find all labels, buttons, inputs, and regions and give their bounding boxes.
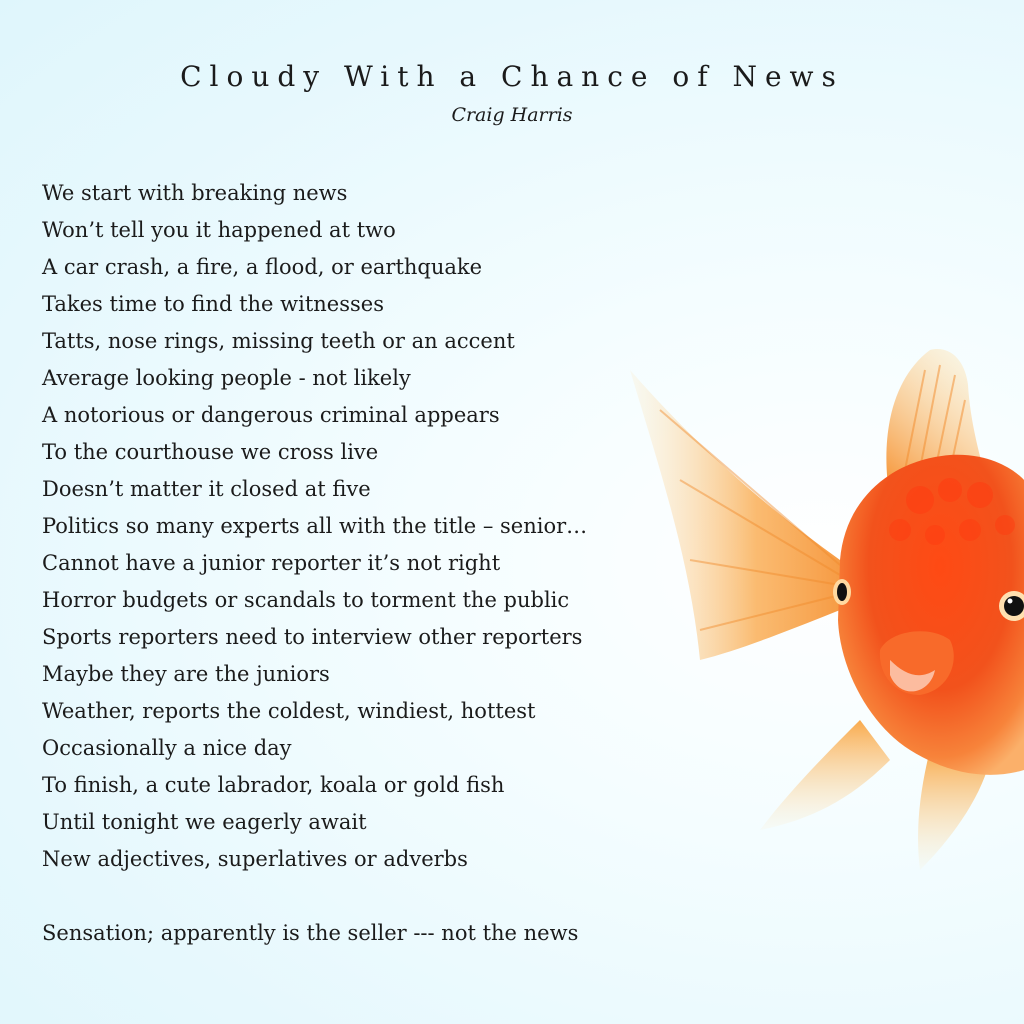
poem-line: We start with breaking news <box>42 181 348 205</box>
poem-line: Until tonight we eagerly await <box>42 810 367 834</box>
poem-body <box>42 175 642 952</box>
poem-line: Sports reporters need to interview other reporters <box>42 625 583 649</box>
poem-line: Takes time to find the witnesses <box>42 292 384 316</box>
poem-line: A car crash, a fire, a flood, or earthquake <box>42 255 483 279</box>
goldfish-image <box>590 330 1024 890</box>
poem-line: New adjectives, superlatives or adverbs <box>42 847 468 871</box>
poem-line: To finish, a cute labrador, koala or gold fish <box>42 773 505 797</box>
poem-line: To the courthouse we cross live <box>42 440 379 464</box>
poem-line: Average looking people - not likely <box>42 366 411 390</box>
poem-line: Horror budgets or scandals to torment the public <box>42 588 570 612</box>
eye-left-icon <box>833 579 851 605</box>
poem-line: A notorious or dangerous criminal appears <box>42 403 500 427</box>
poem-closing-line: Sensation; apparently is the seller --- not the news <box>42 921 579 945</box>
poem-line: Politics so many experts all with the title – senior… <box>42 514 588 538</box>
poem-author: Craig Harris <box>451 104 573 126</box>
poem-line: Tatts, nose rings, missing teeth or an accent <box>42 329 515 353</box>
poem-line: Maybe they are the juniors <box>42 662 330 686</box>
poem-line: Occasionally a nice day <box>42 736 292 760</box>
poem-title: Cloudy With a Chance of News <box>180 60 844 93</box>
pectoral-fin <box>630 370 840 660</box>
poem-line: Won’t tell you it happened at two <box>42 218 396 242</box>
goldfish-body <box>838 455 1024 775</box>
poem-line: Weather, reports the coldest, windiest, hottest <box>42 699 536 723</box>
stanza-break <box>42 878 642 915</box>
poem-line: Cannot have a junior reporter it’s not right <box>42 551 501 575</box>
poem-line: Doesn’t matter it closed at five <box>42 477 371 501</box>
